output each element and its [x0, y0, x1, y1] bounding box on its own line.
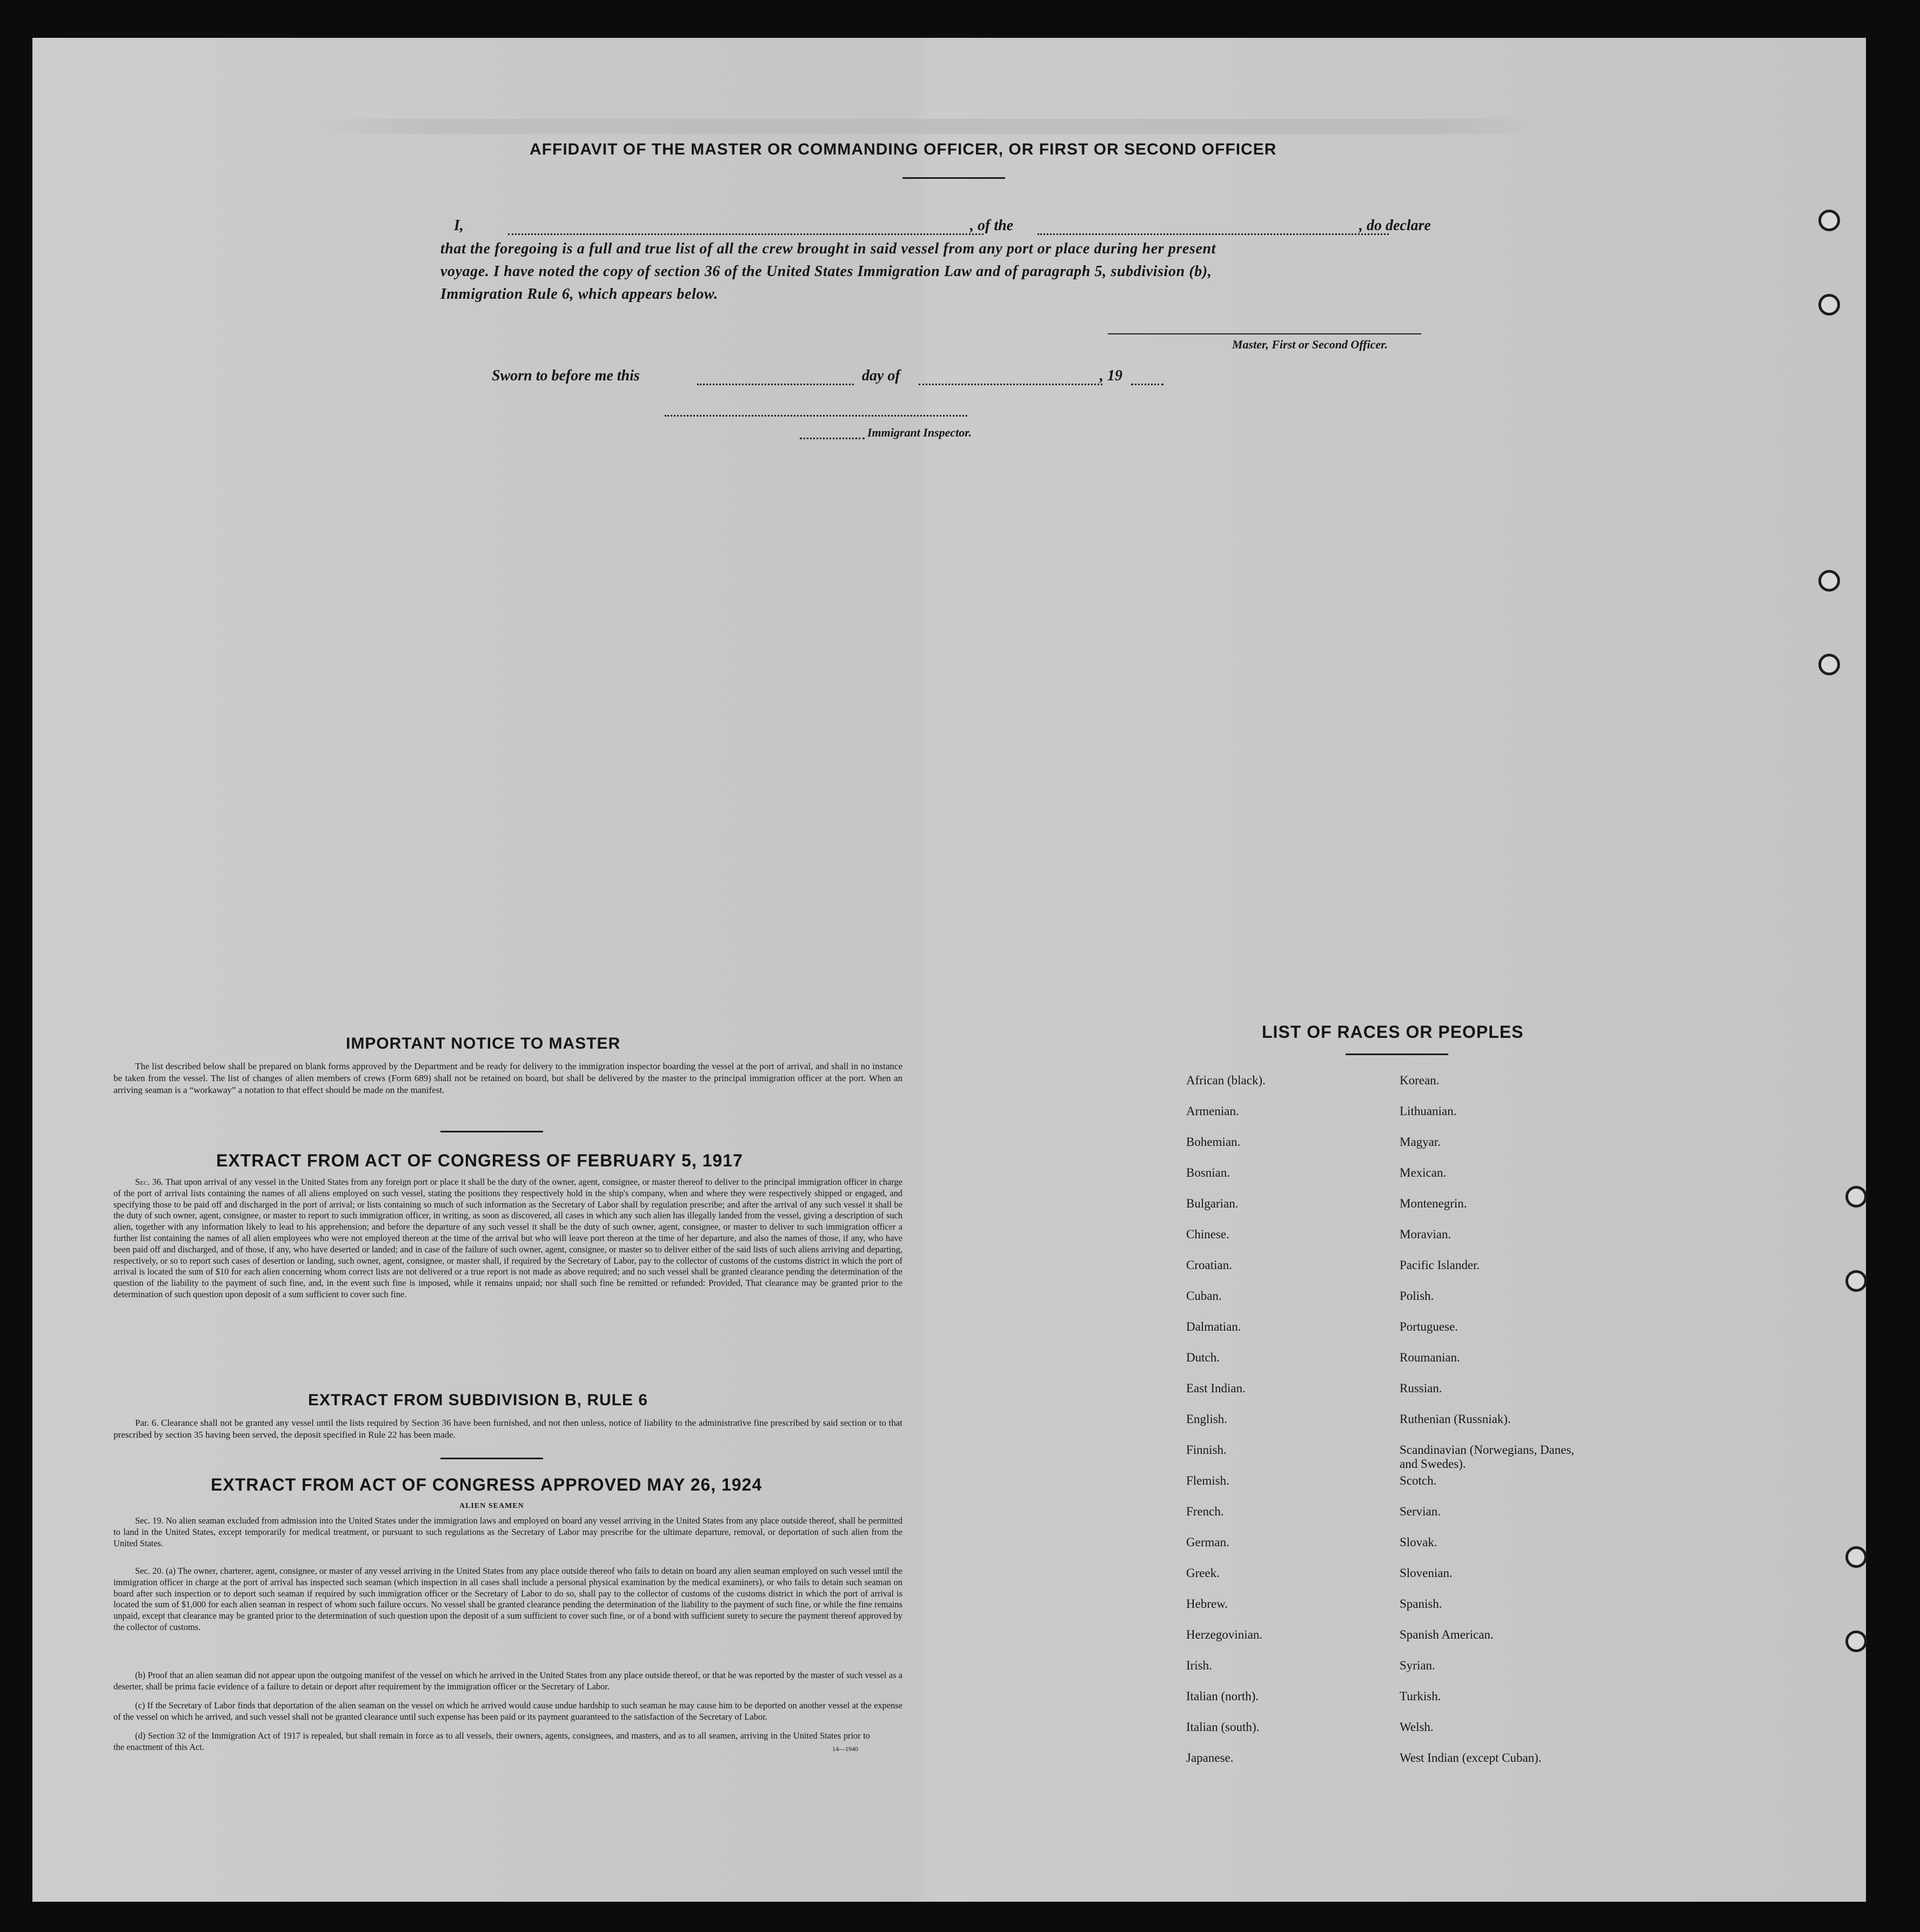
race-item: African (black).: [1186, 1074, 1266, 1087]
sworn-label: Sworn to before me this: [492, 367, 640, 384]
race-item: Scandinavian (Norwegians, Danes, and Swedes).: [1400, 1443, 1575, 1471]
sec-20d-text: (d) Section 32 of the Immigration Act of 1917 is repealed, but shall remain in force as to all vessels, their owners, agents, consignees, and masters, and as to all seamen, arriving in the United States prior to the enactment of this Act.: [113, 1730, 870, 1752]
race-item: Pacific Islander.: [1400, 1258, 1480, 1272]
vessel-name-field[interactable]: [1038, 233, 1389, 235]
race-item: Polish.: [1400, 1289, 1434, 1303]
master-name-field[interactable]: [508, 233, 984, 235]
binder-hole-icon: [1845, 1631, 1867, 1652]
race-item: Spanish American.: [1400, 1628, 1494, 1641]
day-of-label: day of: [862, 367, 900, 384]
sec-36-text: That upon arrival of any vessel in the United States from any foreign port or place it shall be the duty of the owner, agent, consignee, or master thereof to deliver to the principal immigration officer in charge of the port of arrival lists containing the names of all aliens employed on such vessel, stating the positions they respectively hold in the ship's company, when and where they were respectively shipped or engaged, and specifying those to be paid off and discharged in the port of arrival; or lists containing so much of such information as the Secretary of Labor shall by regulation prescribe; and after the arrival of any such vessel it shall be the duty of such owner, agent, consignee, or master to report to such immigration officer, in writing, as soon as discovered, all cases in which any such alien has illegally landed from the vessel, giving a description of such alien, together with any information likely to lead to his apprehension; and before the departure of any such vessel it shall be the duty of such owner, agent, consignee, or master to deliver to such immigration officer a further list containing the names of all alien employees who were not employed thereon at the time of the arrival but who will leave port thereon at the time of her departure, and also the names of those, if any, who have been paid off and discharged, and of those, if any, who have deserted or landed; and in case of the failure of such owner, agent, consignee, or master so to deliver either of the said lists of such aliens arriving and departing, respectively, or so to report such cases of desertion or landing, such owner, agent, consignee, or master shall, if required by the Secretary of Labor, pay to the collector of customs of the customs district in which the port of arrival is located the sum of $10 for each alien concerning whom correct lists are not delivered or a true report is not made as above required; and no such vessel shall be granted clearance pending the determination of the question of the liability to the payment of such fine, and, in the event such fine is imposed, while it remains unpaid; nor shall such fine be remitted or refunded: Provided, That clearance may be granted prior to the determination of such question upon deposit of a sum sufficient to cover such fine.: [113, 1177, 902, 1299]
race-item: Servian.: [1400, 1505, 1441, 1518]
signature-field[interactable]: [1108, 333, 1421, 334]
race-item: Korean.: [1400, 1074, 1440, 1087]
race-item: Scotch.: [1400, 1474, 1437, 1487]
race-item: Bosnian.: [1186, 1166, 1230, 1179]
race-item: Hebrew.: [1186, 1597, 1228, 1611]
race-item: Moravian.: [1400, 1227, 1451, 1241]
race-item: Ruthenian (Russniak).: [1400, 1412, 1511, 1426]
race-item: Chinese.: [1186, 1227, 1229, 1241]
notice-rule: [440, 1131, 543, 1132]
race-item: Italian (north).: [1186, 1689, 1259, 1703]
affidavit-line-4: Immigration Rule 6, which appears below.: [440, 286, 718, 303]
race-item: Syrian.: [1400, 1659, 1435, 1672]
affidavit-line-3: voyage. I have noted the copy of section 36 of the United States Immigration Law and of paragraph 5, subdivision (b),: [440, 263, 1212, 280]
extract-1917-body: [113, 1177, 902, 1300]
binder-hole-icon: [1845, 1186, 1867, 1208]
races-title: LIST OF RACES OR PEOPLES: [1262, 1022, 1524, 1042]
sec-20c-text: (c) If the Secretary of Labor finds that deportation of the alien seaman on the vessel on which he arrived would cause undue hardship to such seaman he may cause him to be deported on another vessel at the expense of the vessel on which he arrived, and such vessel shall not be granted clearance until such expense has been paid or its payment guaranteed to the satisfaction of the Secretary of Labor.: [113, 1700, 902, 1722]
race-item: Flemish.: [1186, 1474, 1229, 1487]
binder-hole-icon: [1818, 570, 1840, 592]
races-column-1: [1186, 1074, 1370, 1782]
affidavit-title: AFFIDAVIT OF THE MASTER OR COMMANDING OFFICER, OR FIRST OR SECOND OFFICER: [530, 140, 1277, 158]
binder-hole-icon: [1818, 210, 1840, 231]
race-item: Italian (south).: [1186, 1720, 1260, 1734]
notice-body: The list described below shall be prepared on blank forms approved by the Department and be ready for delivery to the immigration inspector boarding the vessel at the port of arrival, and shall in no instance be taken from the vessel. The list of changes of alien members of crews (Form 689) shall not be retained on board, but shall be delivered by the master to the principal immigration officer at the port. When an arriving seaman is a “workaway” a notation to that effect should be made on the manifest.: [113, 1061, 902, 1095]
sec-20b-text: (b) Proof that an alien seaman did not appear upon the outgoing manifest of the vessel on which he arrived in the United States from any place outside thereof, or that he was reported by the master of such vessel as a deserter, shall be prima facie evidence of a failure to detain or deport after requirement by the immigration officer or the Secretary of Labor.: [113, 1670, 902, 1692]
race-item: Portuguese.: [1400, 1320, 1458, 1333]
affidavit-declare-label: , do declare: [1359, 217, 1431, 234]
sec-19-text: Sec. 19. No alien seaman excluded from admission into the United States under the immigration laws and employed on board any vessel arriving in the United States from any place outside thereof, shall be permitted to land in the United States, except temporarily for medical treatment, or pursuant to such regulations as the Secretary of Labor may prescribe for the ultimate departure, removal, or deportation of such alien from the United States.: [113, 1515, 902, 1548]
races-title-rule: [1346, 1054, 1448, 1055]
race-item: Japanese.: [1186, 1751, 1234, 1765]
alien-seamen-subtitle: ALIEN SEAMEN: [459, 1502, 524, 1510]
sec-20a-text: Sec. 20. (a) The owner, charterer, agent, consignee, or master of any vessel arriving in the United States from any place outside thereof who fails to detain on board any alien seaman employed on such vessel until the immigration officer in charge at the port of arrival has inspected such seaman (which inspection in all cases shall include a personal physical examination by the medical examiners), or who fails to detain such seaman on board after such inspection or to deport such seaman if required by such immigration officer or the Secretary of Labor to do so, shall pay to the collector of customs of the customs district in which the port of arrival is located the sum of $1,000 for each alien seaman in respect of whom such failure occurs. No vessel shall be granted clearance pending the determination of the liability to the payment of such fine, or while the fine remains unpaid, except that clearance may be granted prior to the determination of such question upon the deposit of a sum sufficient to cover such fine, or of a bond with sufficient surety to secure the payment thereof approved by the collector of customs.: [113, 1566, 902, 1632]
race-item: Bulgarian.: [1186, 1197, 1239, 1210]
race-item: Armenian.: [1186, 1104, 1239, 1118]
race-item: Roumanian.: [1400, 1351, 1460, 1364]
extract-rule6-title: EXTRACT FROM SUBDIVISION B, RULE 6: [308, 1391, 648, 1409]
race-item: Croatian.: [1186, 1258, 1232, 1272]
inspector-label: Immigrant Inspector.: [867, 426, 972, 439]
signature-label: Master, First or Second Officer.: [1232, 338, 1388, 351]
race-item: French.: [1186, 1505, 1224, 1518]
extract-rule6-body: Par. 6. Clearance shall not be granted any vessel until the lists required by Section 36 have been furnished, and not then unless, notice of liability to the administrative fine prescribed by said section or to that prescribed by section 35 having been served, the deposit specified in Rule 22 has been made.: [113, 1418, 902, 1440]
inspector-lead-dots: [800, 438, 865, 439]
extract-1924-title: EXTRACT FROM ACT OF CONGRESS APPROVED MAY 26, 1924: [211, 1475, 762, 1494]
race-item: Irish.: [1186, 1659, 1212, 1672]
form-number: 14—1940: [832, 1745, 858, 1753]
binder-hole-icon: [1818, 294, 1840, 316]
race-item: Bohemian.: [1186, 1135, 1241, 1149]
race-item: Slovak.: [1400, 1535, 1437, 1549]
race-item: Greek.: [1186, 1566, 1220, 1580]
binder-hole-icon: [1845, 1546, 1867, 1568]
affidavit-title-rule: [902, 177, 1005, 179]
race-item: Welsh.: [1400, 1720, 1434, 1734]
rule6-rule: [440, 1458, 543, 1459]
affidavit-line-2: that the foregoing is a full and true list of all the crew brought in said vessel from any port or place during her present: [440, 240, 1216, 257]
sworn-year-field[interactable]: [1131, 384, 1163, 385]
inspector-signature-field[interactable]: [665, 415, 967, 417]
binder-hole-icon: [1845, 1270, 1867, 1292]
race-item: Mexican.: [1400, 1166, 1447, 1179]
race-item: Magyar.: [1400, 1135, 1441, 1149]
race-item: Turkish.: [1400, 1689, 1441, 1703]
race-item: German.: [1186, 1535, 1229, 1549]
race-item: Montenegrin.: [1400, 1197, 1467, 1210]
document-sheet: [32, 38, 1866, 1902]
year-label: , 19: [1100, 367, 1122, 384]
race-item: Cuban.: [1186, 1289, 1222, 1303]
race-item: East Indian.: [1186, 1381, 1246, 1395]
sworn-day-field[interactable]: [697, 384, 854, 385]
race-item: Dutch.: [1186, 1351, 1220, 1364]
race-item: Lithuanian.: [1400, 1104, 1457, 1118]
affidavit-of-the-label: , of the: [970, 217, 1014, 234]
binder-hole-icon: [1818, 654, 1840, 675]
race-item: Dalmatian.: [1186, 1320, 1241, 1333]
notice-title: IMPORTANT NOTICE TO MASTER: [346, 1035, 621, 1052]
bleed-through-header: [308, 119, 1551, 134]
race-item: Finnish.: [1186, 1443, 1227, 1457]
affidavit-i-label: I,: [454, 217, 464, 234]
races-column-2: [1400, 1074, 1627, 1782]
race-item: West Indian (except Cuban).: [1400, 1751, 1542, 1765]
race-item: Slovenian.: [1400, 1566, 1453, 1580]
race-item: Spanish.: [1400, 1597, 1442, 1611]
sec-36-label: Sec. 36.: [135, 1177, 164, 1187]
race-item: Russian.: [1400, 1381, 1442, 1395]
sworn-month-field[interactable]: [919, 384, 1102, 385]
race-item: Herzegovinian.: [1186, 1628, 1263, 1641]
race-item: English.: [1186, 1412, 1228, 1426]
extract-1917-title: EXTRACT FROM ACT OF CONGRESS OF FEBRUARY 5, 1917: [216, 1151, 743, 1170]
